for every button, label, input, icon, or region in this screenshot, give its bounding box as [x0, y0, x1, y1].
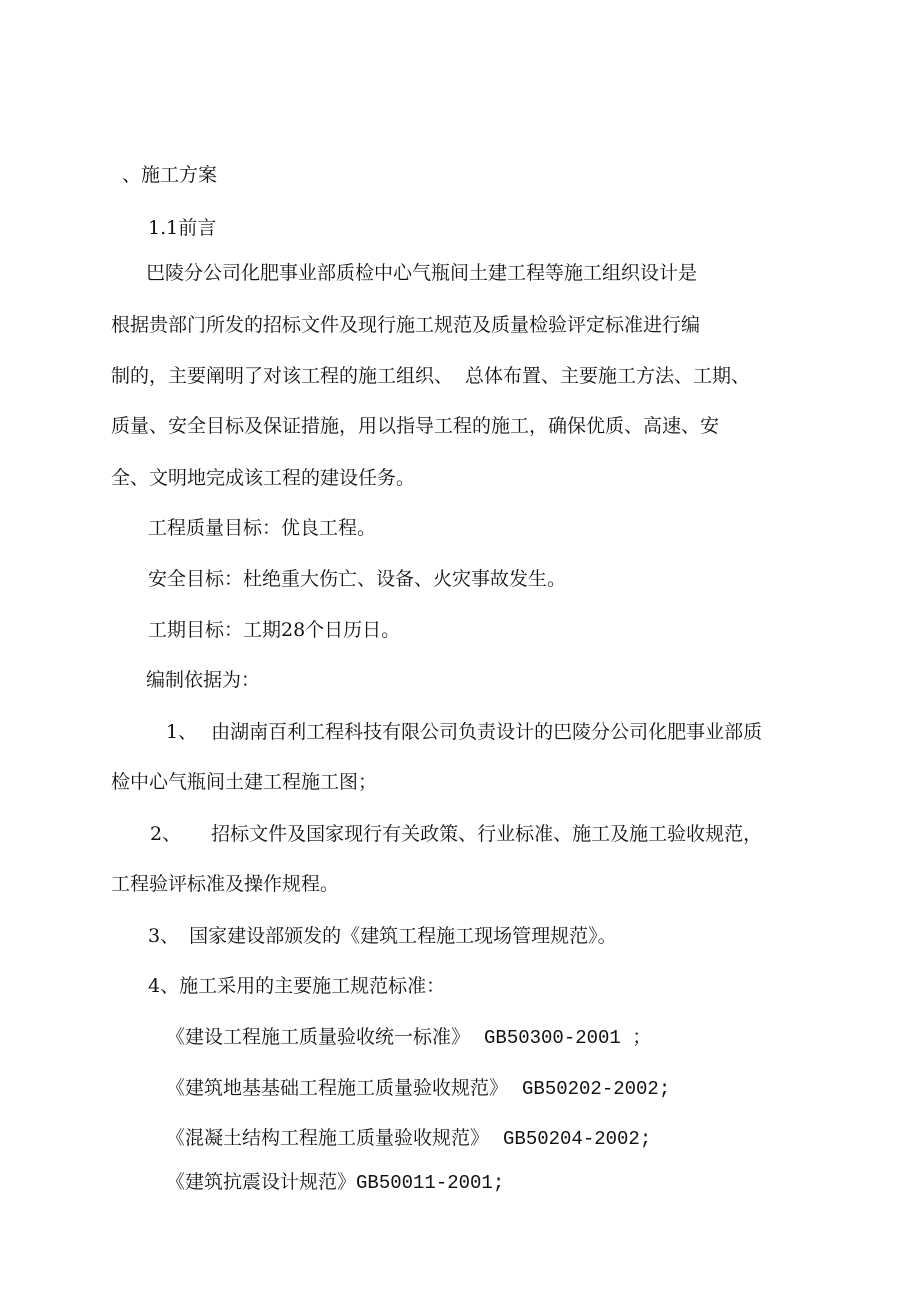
basis-item-1-number: 1、 [166, 721, 198, 743]
basis-item-4 [148, 974, 445, 998]
basis-item-3-text: 国家建设部颁发的《建筑工程施工现场管理规范》。 [189, 925, 617, 947]
standard-1-name: 《建设工程施工质量验收统一标准》 [166, 1026, 471, 1048]
standard-4 [166, 1170, 504, 1195]
basis-item-2-number: 2、 [150, 823, 182, 845]
standard-2-code: GB50202-2002; [522, 1078, 671, 1100]
subsection-title: 1.1前言 [148, 217, 217, 239]
standard-1-code: GB50300-2001 ； [484, 1027, 652, 1049]
standard-4-code: GB50011-2001; [356, 1172, 505, 1194]
intro-line-3 [111, 364, 750, 388]
basis-item-1-continued: 检中心气瓶间土建工程施工图； [111, 771, 378, 793]
section-title: 、施工方案 [122, 164, 218, 186]
basis-item-2-text: 招标文件及国家现行有关政策、行业标准、施工及施工验收规范， [211, 823, 763, 845]
standard-4-name: 《建筑抗震设计规范》 [166, 1171, 357, 1193]
basis-item-1-text: 由湖南百利工程科技有限公司负责设计的巴陵分公司化肥事业部质 [211, 721, 763, 743]
intro-line-2: 根据贵部门所发的招标文件及现行施工规范及质量检验评定标准进行编 [111, 314, 701, 336]
intro-line-4: 质量、安全目标及保证措施，用以指导工程的施工，确保优质、高速、安 [111, 415, 720, 437]
intro-line-3-part-2: 总体布置、主要施工方法、工期、 [465, 365, 751, 387]
standard-1 [166, 1025, 651, 1050]
basis-item-3 [148, 924, 617, 948]
basis-item-2-continued: 工程验评标准及操作规程。 [111, 873, 340, 895]
intro-line-5: 全、文明地完成该工程的建设任务。 [111, 467, 416, 489]
intro-line-1: 巴陵分公司化肥事业部质检中心气瓶间土建工程等施工组织设计是 [146, 262, 698, 284]
standard-3-code: GB50204-2002; [503, 1128, 652, 1150]
intro-line-3-part-1: 制的，主要阐明了对该工程的施工组织、 [111, 365, 454, 387]
basis-item-2 [150, 822, 762, 846]
basis-heading: 编制依据为： [146, 669, 261, 691]
standard-2-name: 《建筑地基基础工程施工质量验收规范》 [166, 1077, 509, 1099]
goal-schedule: 工期目标：工期28个日历日。 [148, 619, 401, 641]
standard-3-name: 《混凝土结构工程施工质量验收规范》 [166, 1127, 490, 1149]
goal-safety: 安全目标：杜绝重大伤亡、设备、火灾事故发生。 [148, 568, 567, 590]
basis-item-4-text: 施工采用的主要施工规范标准： [179, 975, 446, 997]
standard-3 [166, 1126, 651, 1151]
goal-quality: 工程质量目标：优良工程。 [148, 517, 377, 539]
standard-2 [166, 1076, 670, 1101]
basis-item-4-number: 4、 [148, 975, 180, 997]
basis-item-1 [166, 720, 762, 744]
basis-item-3-number: 3、 [148, 925, 180, 947]
